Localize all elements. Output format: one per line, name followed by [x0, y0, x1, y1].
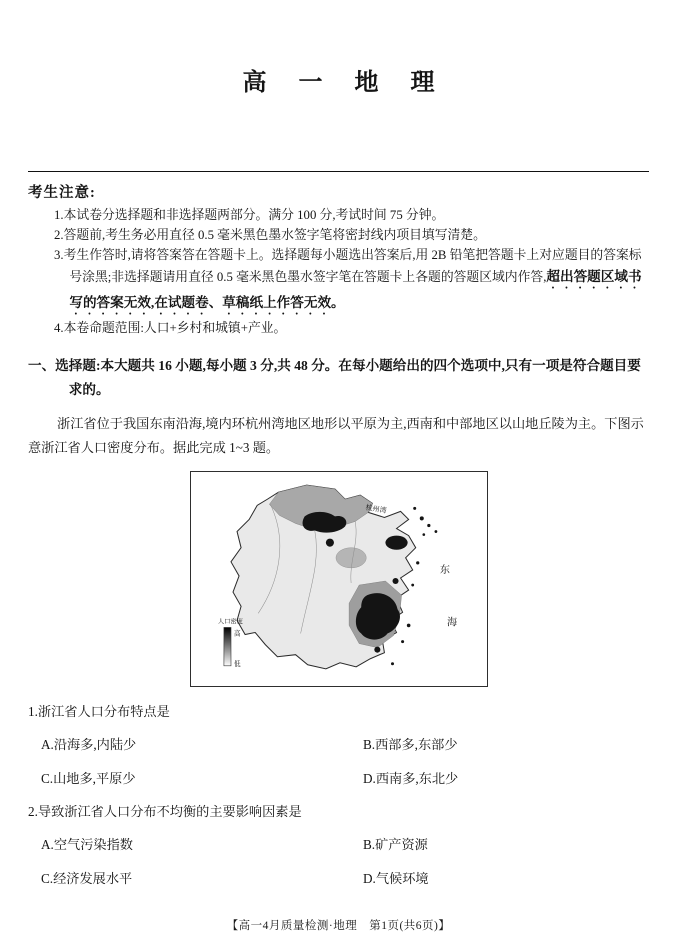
- question-2-stem: 2.导致浙江省人口分布不均衡的主要影响因素是: [28, 804, 302, 820]
- notice-heading: 考生注意:: [28, 185, 96, 201]
- notice-item-2: 2.答题前,考生务必用直径 0.5 毫米黑色墨水签字笔将密封线内项目填写清楚。: [54, 228, 486, 243]
- header-divider: [28, 171, 649, 172]
- question-2-options: [28, 834, 649, 887]
- island-dot: [413, 507, 416, 510]
- notice-item-4: 4.本卷命题范围:人口+乡村和城镇+产业。: [54, 320, 287, 335]
- question-2-option-b: B.矿产资源: [363, 837, 428, 853]
- legend-high-label: 高: [233, 630, 241, 638]
- question-1-option-a: A.沿海多,内陆少: [41, 737, 137, 753]
- notice-list: [54, 205, 649, 338]
- question-2-option-c: C.经济发展水平: [41, 871, 133, 887]
- island-dot: [416, 562, 419, 565]
- ningbo-high-density-zone: [385, 536, 407, 550]
- island-dot: [434, 531, 437, 534]
- question-2-option-a: A.空气污染指数: [41, 837, 133, 853]
- section-1-heading: 一、选择题:本大题共 16 小题,每小题 3 分,共 48 分。在每小题给出的四个选项中,只有一项是符合题目要求的。: [28, 357, 641, 397]
- notice-item-1: 1.本试卷分选择题和非选择题两部分。满分 100 分,考试时间 75 分钟。: [54, 208, 445, 222]
- east-sea-label-char-2: 海: [446, 617, 457, 629]
- central-medium-density-zone: [335, 548, 365, 568]
- map-svg: [191, 472, 487, 686]
- question-1: [28, 702, 649, 787]
- island-dot: [401, 641, 404, 644]
- page-footer: 【高一4月质量检测·地理 第1页(共6页)】: [226, 920, 451, 932]
- island-dot: [427, 524, 430, 527]
- legend-title: 人口密度: [217, 618, 243, 626]
- question-1-option-c: C.山地多,平原少: [41, 771, 136, 787]
- east-sea-label-char-1: 东: [439, 565, 450, 577]
- question-group-passage: 浙江省位于我国东南沿海,境内环杭州湾地区地形以平原为主,西南和中部地区以山地丘陵为主。下图示意浙江省人口密度分布。据此完成 1~3 题。: [28, 416, 644, 455]
- question-1-option-d: D.西南多,东北少: [363, 771, 459, 787]
- hangzhou-bay-label: 杭州湾: [364, 503, 387, 516]
- island-dot: [419, 517, 423, 521]
- high-density-spot: [392, 578, 398, 584]
- island-dot: [411, 584, 414, 587]
- notice-item-3-emphasized: 超出答题区域书写的答案无效,在试题卷、草稿纸上作答无效。: [69, 268, 642, 310]
- notice-item-3-text: 3.考生作答时,请将答案答在答题卡上。选择题每小题选出答案后,用 2B 铅笔把答题卡上对应题目的答案标号涂黑;非选择题请用直径 0.5 毫米黑色墨水签字笔在答题卡上各题的答题区域内作答,: [54, 248, 642, 284]
- high-density-spot: [325, 539, 333, 547]
- question-2: [28, 802, 649, 887]
- question-1-options: [28, 734, 649, 787]
- question-1-option-b: B.西部多,东部少: [363, 737, 458, 753]
- figure-zhejiang-density-map: [190, 471, 488, 687]
- island-dot: [406, 624, 410, 628]
- question-1-stem: 1.浙江省人口分布特点是: [28, 704, 170, 720]
- map-legend: [217, 617, 243, 668]
- island-dot: [422, 534, 425, 537]
- legend-gradient-bar: [223, 628, 230, 666]
- exam-title: 高 一 地 理: [242, 70, 448, 96]
- question-2-option-d: D.气候环境: [363, 871, 429, 887]
- island-dot: [390, 663, 393, 666]
- legend-low-label: 低: [233, 661, 241, 669]
- notice-item-3: [54, 245, 649, 317]
- high-density-spot: [374, 647, 380, 653]
